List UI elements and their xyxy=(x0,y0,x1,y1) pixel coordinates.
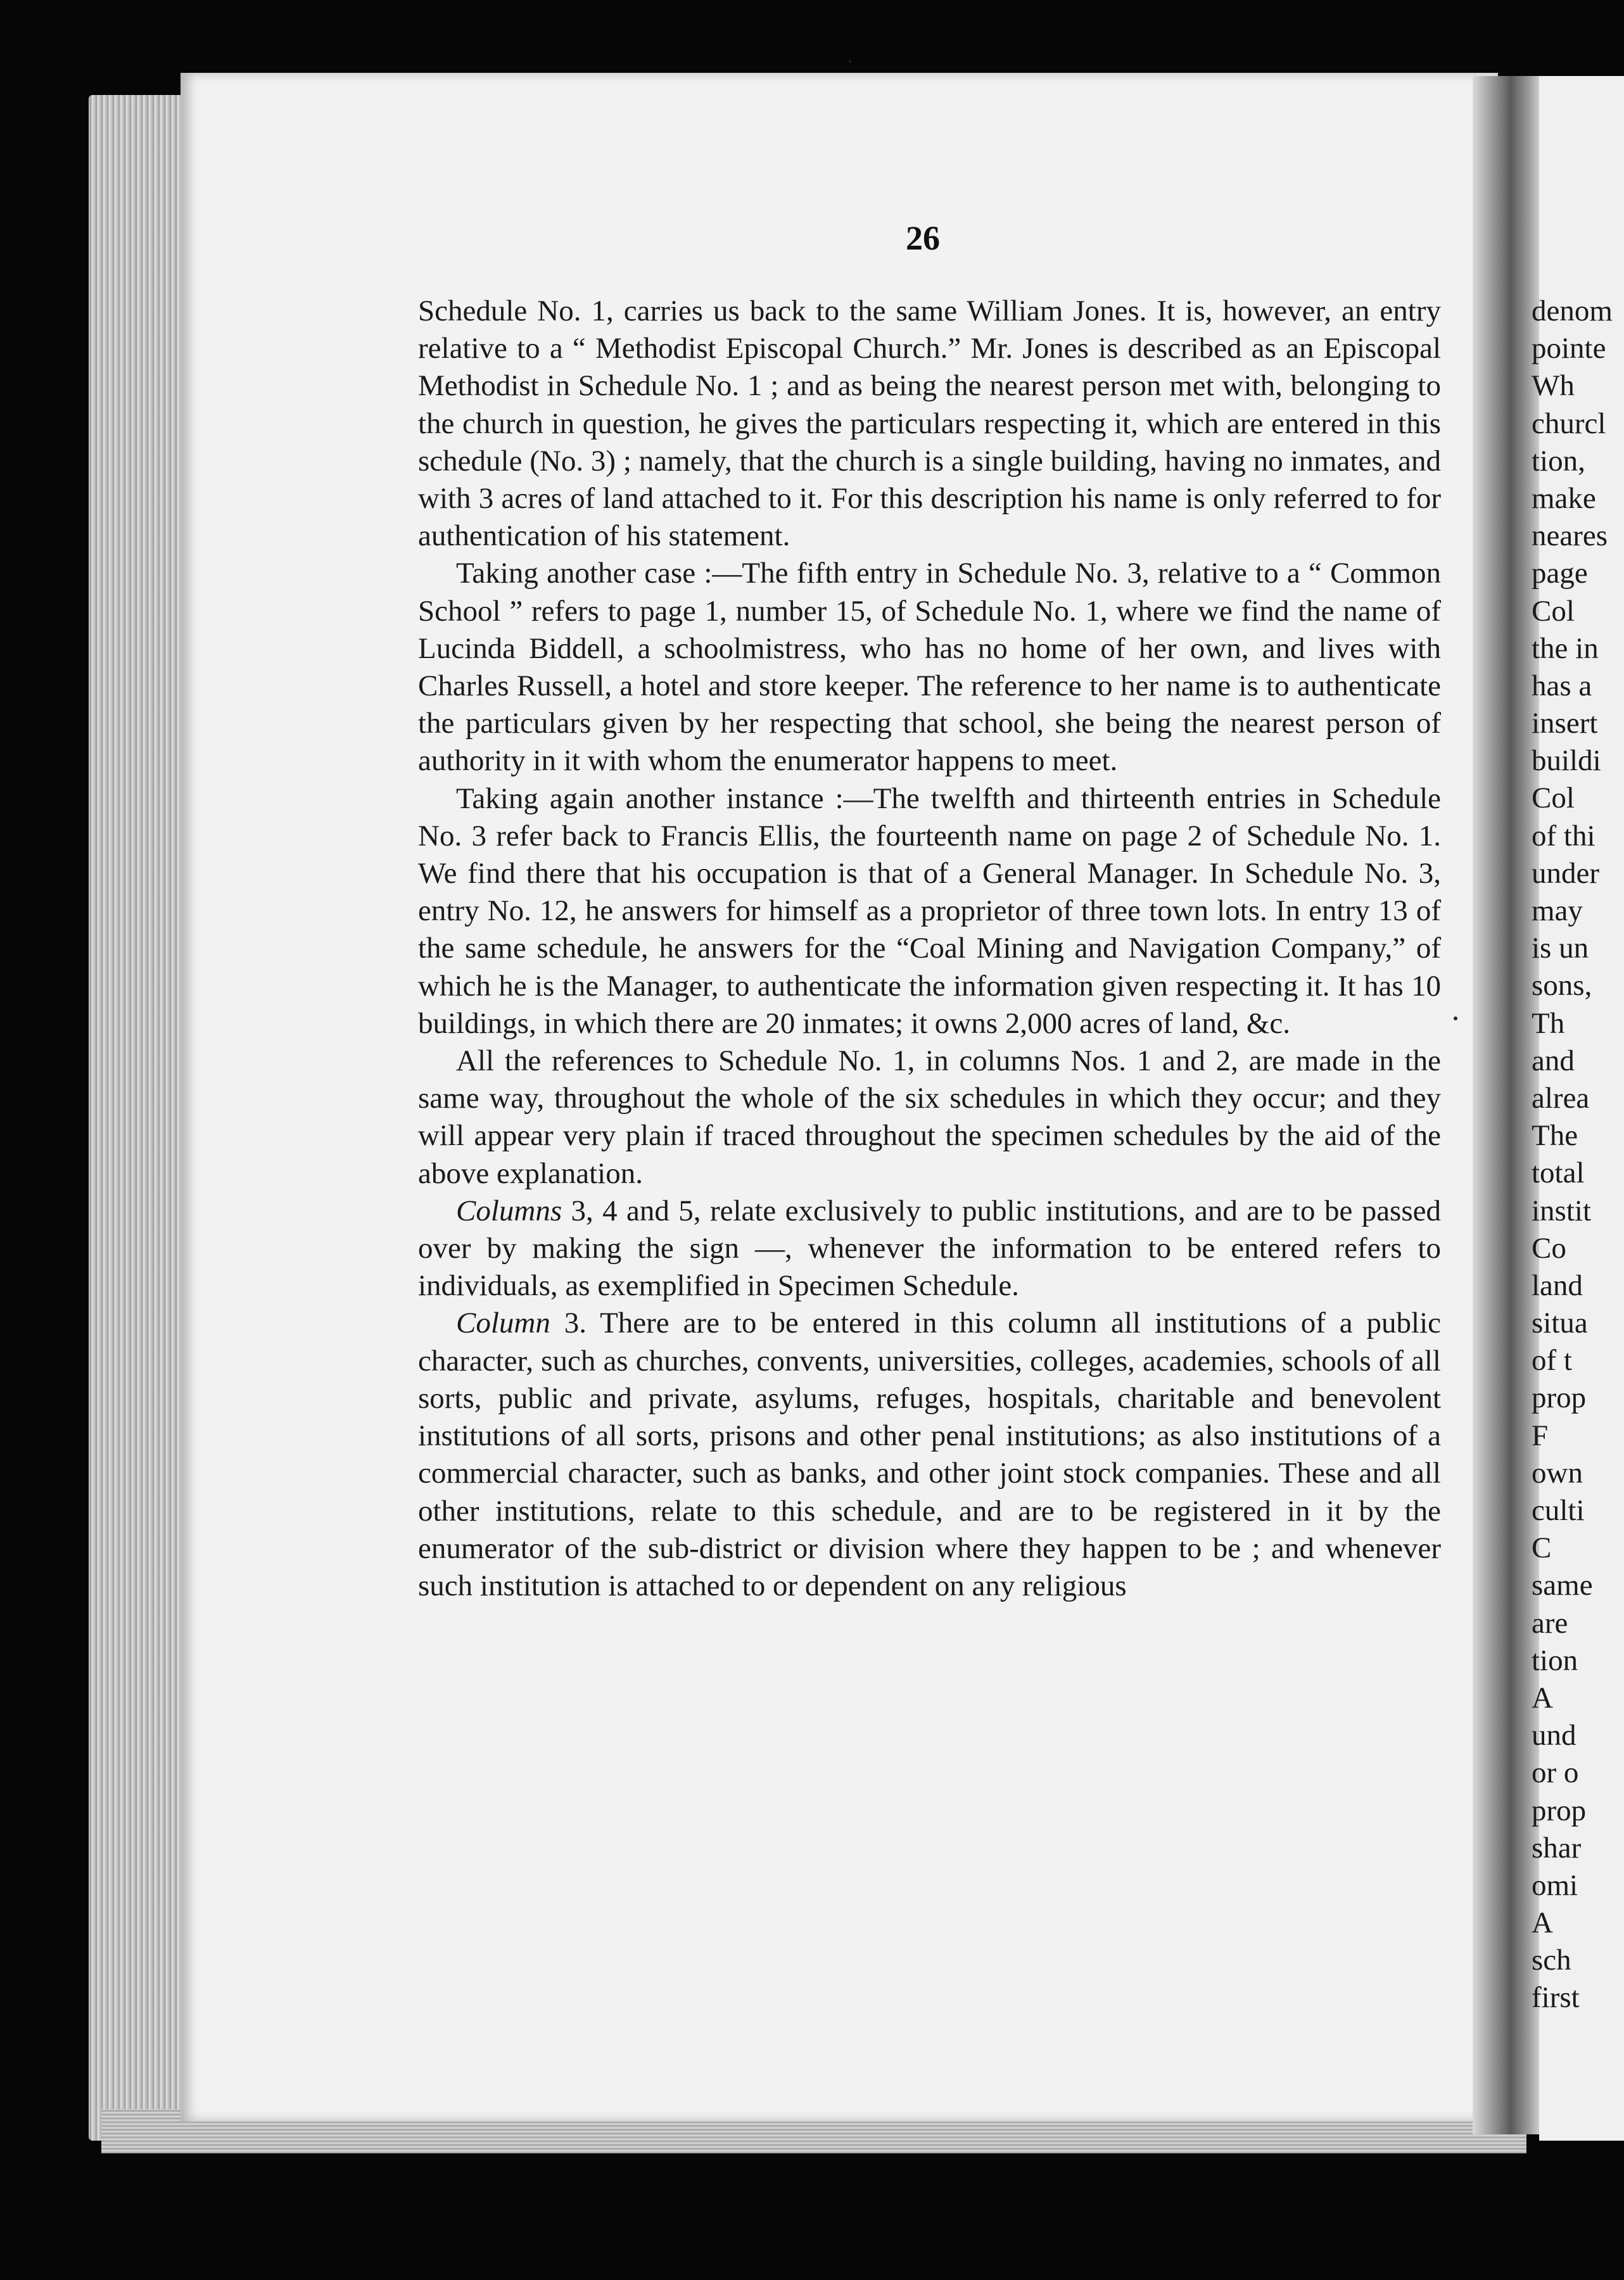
paragraph xyxy=(418,1193,1441,1305)
paragraph: Schedule No. 1, carries us back to the same William Jones. It is, however, an entry relative to a “ Methodist Episcopal Church.” Mr. Jones is described as an Episcopal Methodist in Schedule No. 1 ; and as being the nearest person met with, belonging to the church in question, he gives the particulars respecting it, which are entered in this schedule (No. 3) ; namely, that the church is a single building, having no inmates, and with 3 acres of land attached to it. For this description his name is only referred to for authentication of his statement. xyxy=(418,294,1441,553)
facing-line: Co xyxy=(1532,1231,1566,1265)
facing-line: tion xyxy=(1532,1644,1578,1677)
facing-line: churcl xyxy=(1532,407,1606,440)
facing-line: is un xyxy=(1532,932,1589,965)
facing-line: insert xyxy=(1532,707,1598,740)
page-body xyxy=(418,293,1441,1605)
facing-line: pointe xyxy=(1532,332,1606,365)
facing-line: total xyxy=(1532,1156,1585,1190)
paragraph-text: 3, 4 and 5, relate exclusively to public institutions, and are to be passed over by making the sign —, whenever the information to be entered refers to individuals, as exemplified in Specimen Schedule. xyxy=(418,1194,1441,1303)
facing-line: Wh xyxy=(1532,369,1575,403)
scan-speck xyxy=(1454,1016,1457,1020)
facing-line: sons, xyxy=(1532,969,1592,1003)
facing-page-text xyxy=(1532,293,1624,2017)
facing-line: F xyxy=(1532,1419,1549,1452)
facing-line: instit xyxy=(1532,1194,1592,1227)
facing-line: and xyxy=(1532,1044,1575,1077)
scan-speck xyxy=(849,60,851,63)
facing-line: prop xyxy=(1532,1794,1587,1827)
facing-line: alrea xyxy=(1532,1081,1590,1115)
facing-line: make xyxy=(1532,481,1596,515)
facing-line: has a xyxy=(1532,669,1592,702)
facing-line: A xyxy=(1532,1681,1553,1714)
paragraph xyxy=(418,1305,1441,1605)
page-number: 26 xyxy=(906,219,940,257)
italic-lead: Columns xyxy=(456,1194,562,1227)
facing-line: situa xyxy=(1532,1307,1588,1340)
facing-line: Col xyxy=(1532,594,1575,628)
paragraph: Taking another case :—The fifth entry in Schedule No. 3, relative to a “ Common School ” refers to page 1, number 15, of Schedule No. 1, where we find the name of Lucinda Biddell, a schoolmistress, who has no home of her own, and lives with Charles Russell, a hotel and store keeper. The reference to her name is to authenticate the particulars given by her respecting that school, she being the nearest person of authority in it with whom the enumerator happens to meet. xyxy=(418,557,1441,778)
facing-line: Th xyxy=(1532,1006,1565,1040)
facing-line: same xyxy=(1532,1569,1593,1602)
facing-line: A xyxy=(1532,1906,1553,1940)
facing-line: are xyxy=(1532,1606,1568,1640)
facing-line: C xyxy=(1532,1531,1552,1565)
facing-line: buildi xyxy=(1532,744,1601,778)
facing-line: the in xyxy=(1532,631,1599,665)
facing-line: sch xyxy=(1532,1944,1571,1977)
facing-line: The xyxy=(1532,1119,1578,1153)
facing-line: land xyxy=(1532,1269,1583,1302)
facing-line: prop xyxy=(1532,1381,1587,1415)
facing-line: of t xyxy=(1532,1344,1572,1378)
facing-line: first xyxy=(1532,1981,1580,2015)
facing-line: denom xyxy=(1532,294,1613,327)
facing-line: under xyxy=(1532,856,1600,890)
facing-line: tion, xyxy=(1532,444,1585,478)
facing-line: neares xyxy=(1532,519,1608,553)
page-edges xyxy=(89,95,184,2141)
facing-line: of thi xyxy=(1532,819,1595,852)
facing-line: may xyxy=(1532,894,1583,927)
italic-lead: Column xyxy=(456,1307,550,1340)
facing-line: und xyxy=(1532,1719,1576,1752)
facing-line: or o xyxy=(1532,1756,1579,1790)
paragraph-text: 3. There are to be entered in this column all institutions of a public character, such as churches, convents, universities, colleges, academies, schools of all sorts, public and private, asylums, refuges, hospitals, charitable and benevolent institutions of all sorts, prisons and other penal institutions; as also institutions of a commercial character, such as banks, and other joint stock companies. These and all other institutions, relate to this schedule, and are to be registered in it by the enumerator of the sub-district or division where they happen to be ; and whenever such institution is attached to or dependent on any religious xyxy=(418,1307,1441,1602)
facing-line: page xyxy=(1532,557,1588,590)
facing-line: culti xyxy=(1532,1494,1585,1527)
paragraph: Taking again another instance :—The twelfth and thirteenth entries in Schedule No. 3 refer back to Francis Ellis, the fourteenth name on page 2 of Schedule No. 1. We find there that his occupation is that of a General Manager. In Schedule No. 3, entry No. 12, he answers for himself as a proprietor of three town lots. In entry 13 of the same schedule, he answers for the “Coal Mining and Navigation Company,” of which he is the Manager, to authenticate the information given respecting it. It has 10 buildings, in which there are 20 inmates; it owns 2,000 acres of land, &c. xyxy=(418,782,1441,1040)
facing-line: omi xyxy=(1532,1868,1578,1902)
facing-line: Col xyxy=(1532,782,1575,815)
facing-line: own xyxy=(1532,1456,1583,1490)
paragraph: All the references to Schedule No. 1, in columns Nos. 1 and 2, are made in the same way, throughout the whole of the six schedules in which they occur; and they will appear very plain if traced throughout the specimen schedules by the aid of the above explanation. xyxy=(418,1044,1441,1190)
facing-line: shar xyxy=(1532,1831,1582,1865)
